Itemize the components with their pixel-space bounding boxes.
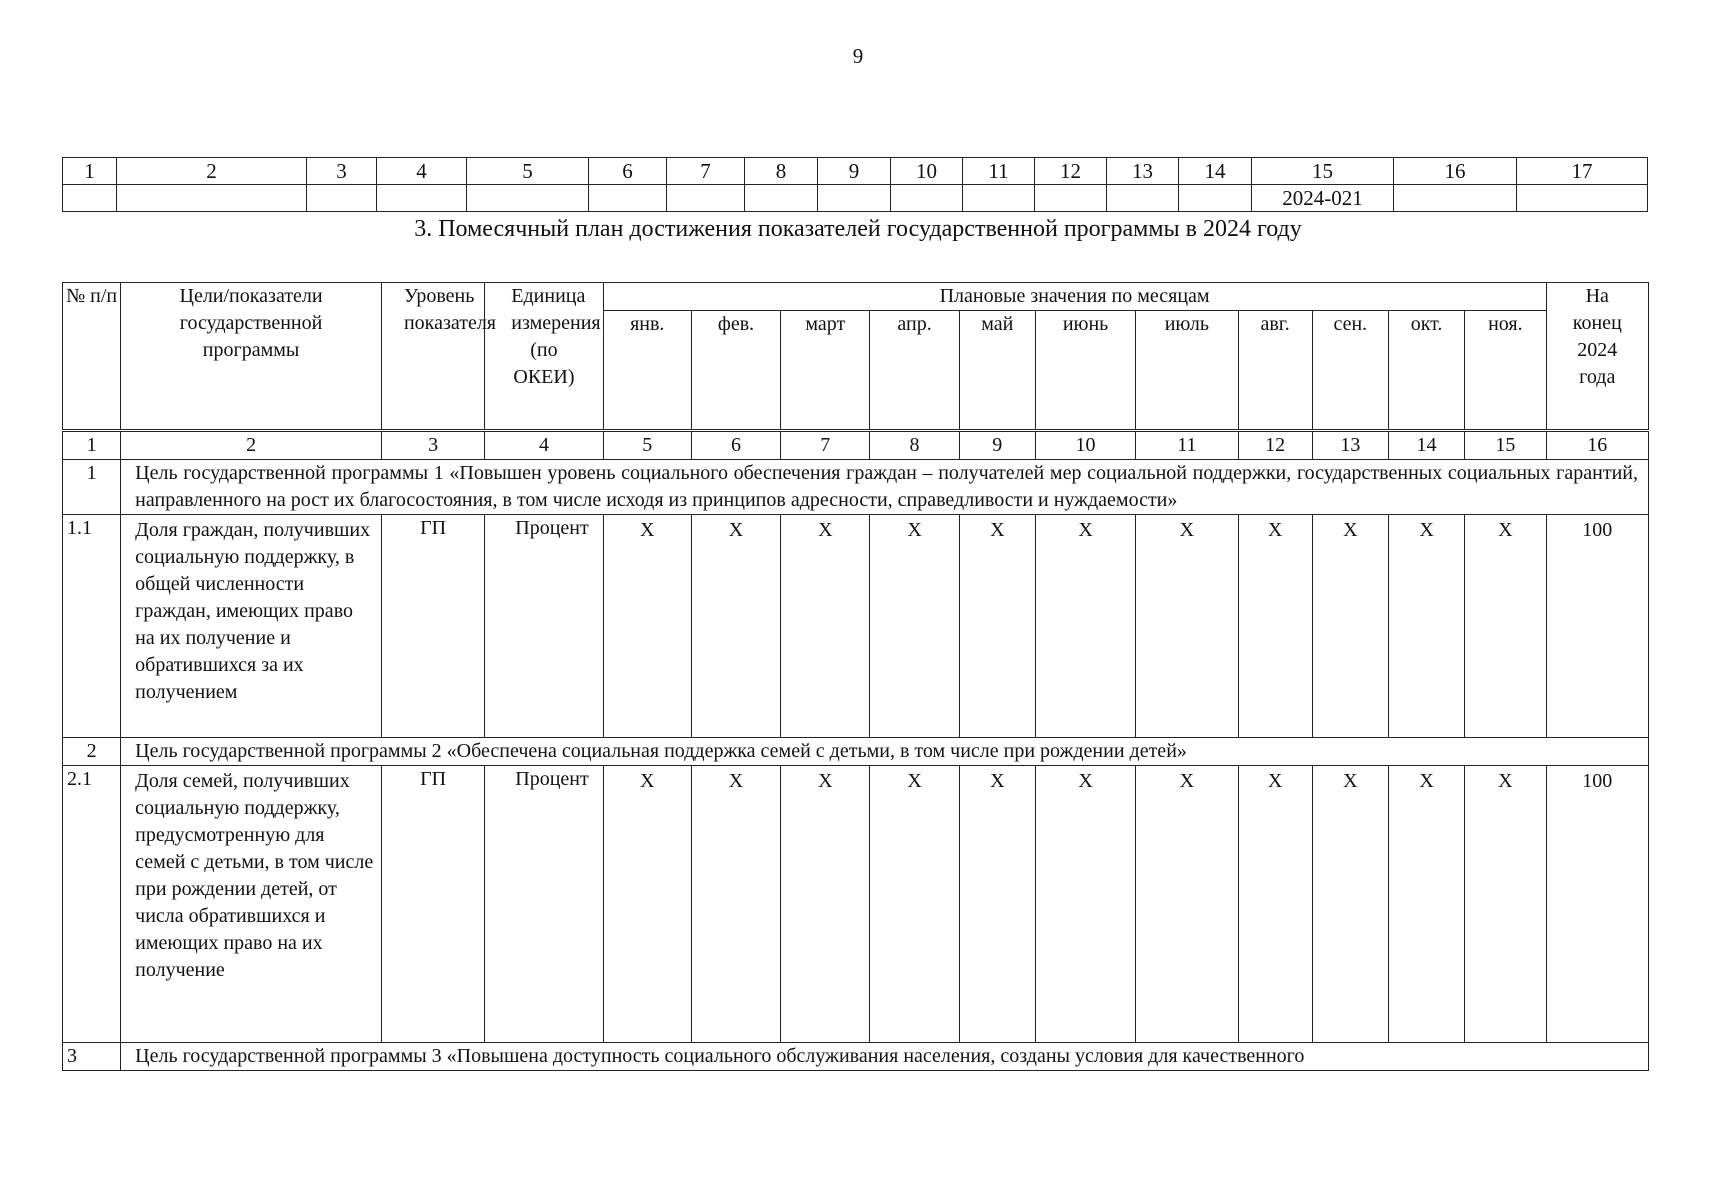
column-number-row (63, 431, 1649, 460)
col-number: 14 (1179, 158, 1252, 185)
monthly-value: X (959, 766, 1035, 1043)
indicator-row (63, 766, 1649, 1043)
empty-cell (963, 185, 1035, 212)
header-level: Уровень показателя (381, 283, 484, 431)
col-number: 3 (381, 431, 484, 460)
header-month: ноя. (1465, 311, 1546, 431)
indicator-number: 2.1 (63, 766, 121, 1043)
col-number: 4 (377, 158, 467, 185)
header-month: март (781, 311, 870, 431)
indicator-row (63, 515, 1649, 738)
monthly-value: X (1035, 515, 1135, 738)
col-number: 17 (1517, 158, 1648, 185)
monthly-value: X (959, 515, 1035, 738)
page-number: 9 (852, 44, 864, 68)
header-no: № п/п (63, 283, 121, 431)
indicator-number: 1.1 (63, 515, 121, 738)
col-number: 2 (117, 158, 307, 185)
col-number: 8 (870, 431, 959, 460)
monthly-value: X (1465, 515, 1546, 738)
col-number: 15 (1252, 158, 1394, 185)
code-cell: 2024-021 (1252, 185, 1394, 212)
header-monthly-group: Плановые значения по месяцам (603, 283, 1546, 311)
header-end-of-year: На конец 2024 года (1546, 283, 1648, 431)
continuation-table (62, 157, 1648, 212)
monthly-value: X (781, 766, 870, 1043)
monthly-value: X (691, 766, 780, 1043)
header-name: Цели/показатели государственной программы (121, 283, 382, 431)
header-month: сен. (1312, 311, 1388, 431)
col-number: 12 (1035, 158, 1107, 185)
header-month: фев. (691, 311, 780, 431)
col-number: 1 (63, 431, 121, 460)
monthly-value: X (691, 515, 780, 738)
empty-cell (1107, 185, 1179, 212)
col-number: 9 (959, 431, 1035, 460)
col-number: 7 (667, 158, 745, 185)
goal-row (63, 738, 1649, 766)
monthly-value: X (1465, 766, 1546, 1043)
monthly-value: X (1312, 766, 1388, 1043)
header-month: апр. (870, 311, 959, 431)
monthly-value: X (1136, 766, 1238, 1043)
col-number: 10 (1035, 431, 1135, 460)
goal-number: 1 (63, 460, 121, 515)
empty-cell (818, 185, 891, 212)
end-of-year-value: 100 (1546, 515, 1648, 738)
col-number: 13 (1107, 158, 1179, 185)
col-number: 15 (1465, 431, 1546, 460)
goal-number: 2 (63, 738, 121, 766)
monthly-value: X (781, 515, 870, 738)
goal-text: Цель государственной программы 2 «Обеспечена социальная поддержка семей с детьми, в том числе при рождении детей» (121, 738, 1649, 766)
header-row-1 (63, 283, 1649, 311)
col-number: 16 (1394, 158, 1517, 185)
indicator-unit: Процент (485, 515, 603, 738)
indicator-level: ГП (381, 515, 484, 738)
empty-cell (1179, 185, 1252, 212)
col-number: 16 (1546, 431, 1648, 460)
col-number: 12 (1238, 431, 1312, 460)
header-month: окт. (1388, 311, 1464, 431)
indicator-level: ГП (381, 766, 484, 1043)
empty-cell (667, 185, 745, 212)
goal-number: 3 (63, 1043, 121, 1071)
col-number: 6 (589, 158, 667, 185)
empty-cell (1517, 185, 1648, 212)
monthly-value: X (603, 766, 691, 1043)
col-number: 3 (307, 158, 377, 185)
monthly-value: X (870, 515, 959, 738)
empty-cell (1394, 185, 1517, 212)
header-month: май (959, 311, 1035, 431)
col-number: 2 (121, 431, 382, 460)
empty-cell (467, 185, 589, 212)
empty-cell (745, 185, 818, 212)
monthly-plan-table (62, 282, 1649, 1071)
col-number: 1 (63, 158, 117, 185)
col-number: 14 (1388, 431, 1464, 460)
empty-cell (589, 185, 667, 212)
indicator-name: Доля граждан, получивших социальную поддержку, в общей численности граждан, имеющих право на их получение и обратившихся за их получением (121, 515, 382, 738)
col-number: 7 (781, 431, 870, 460)
col-number: 5 (467, 158, 589, 185)
empty-cell (1035, 185, 1107, 212)
monthly-value: X (1312, 515, 1388, 738)
monthly-value: X (1388, 766, 1464, 1043)
header-month: янв. (603, 311, 691, 431)
continuation-header-row (63, 158, 1648, 185)
header-unit: Единица измерения (по ОКЕИ) (485, 283, 603, 431)
goal-row (63, 460, 1649, 515)
empty-cell (117, 185, 307, 212)
section-title: 3. Помесячный план достижения показателей государственной программы в 2024 году (414, 216, 1302, 242)
empty-cell (307, 185, 377, 212)
col-number: 5 (603, 431, 691, 460)
col-number: 11 (963, 158, 1035, 185)
end-of-year-value: 100 (1546, 766, 1648, 1043)
monthly-value: X (1388, 515, 1464, 738)
monthly-value: X (870, 766, 959, 1043)
col-number: 11 (1136, 431, 1238, 460)
header-month: июль (1136, 311, 1238, 431)
goal-row (63, 1043, 1649, 1071)
empty-cell (63, 185, 117, 212)
col-number: 13 (1312, 431, 1388, 460)
empty-cell (891, 185, 963, 212)
monthly-value: X (603, 515, 691, 738)
goal-text: Цель государственной программы 1 «Повышен уровень социального обеспечения граждан – получателей мер социальной поддержки, государственных социальных гарантий, направленного на рост их благосостояния, в том числе исходя из принципов адресности, справедливости и нуждаемости» (121, 460, 1649, 515)
col-number: 4 (485, 431, 603, 460)
header-month: июнь (1035, 311, 1135, 431)
col-number: 10 (891, 158, 963, 185)
continuation-data-row (63, 185, 1648, 212)
monthly-value: X (1035, 766, 1135, 1043)
indicator-unit: Процент (485, 766, 603, 1043)
indicator-name: Доля семей, получивших социальную поддержку, предусмотренную для семей с детьми, в том числе при рождении детей, от числа обратившихся и имеющих право на их получение (121, 766, 382, 1043)
monthly-value: X (1238, 515, 1312, 738)
monthly-value: X (1238, 766, 1312, 1043)
empty-cell (377, 185, 467, 212)
goal-text: Цель государственной программы 3 «Повышена доступность социального обслуживания населения, созданы условия для качественного (121, 1043, 1649, 1071)
col-number: 9 (818, 158, 891, 185)
col-number: 6 (691, 431, 780, 460)
header-month: авг. (1238, 311, 1312, 431)
monthly-value: X (1136, 515, 1238, 738)
col-number: 8 (745, 158, 818, 185)
